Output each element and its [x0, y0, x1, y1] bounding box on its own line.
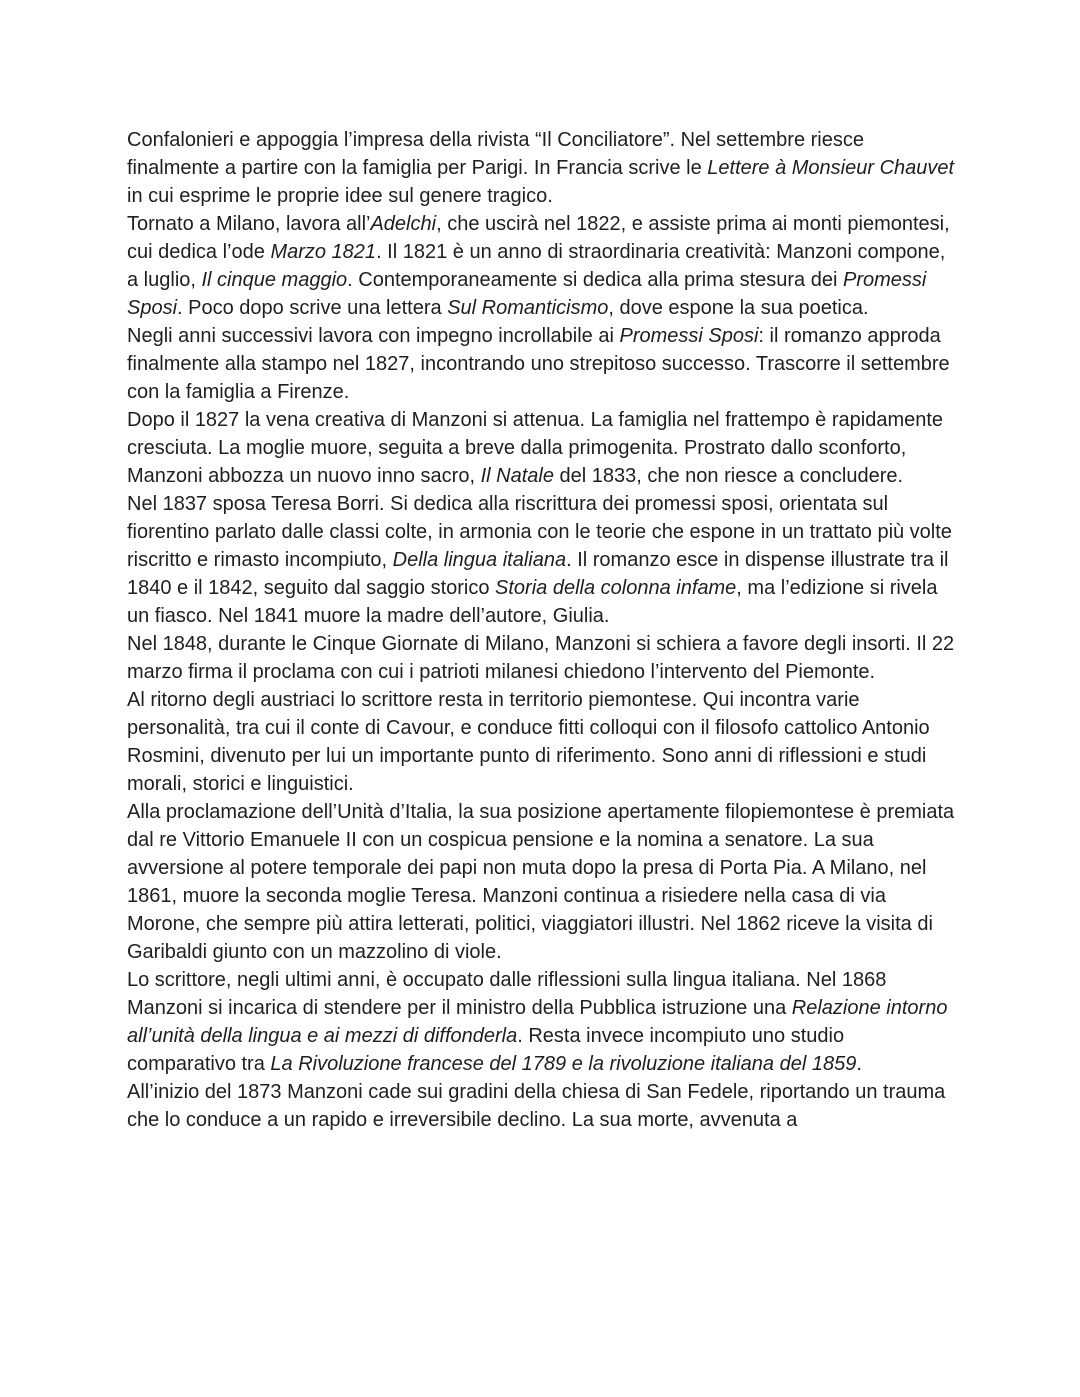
italic-title-text: Il Natale — [480, 465, 554, 487]
body-text: , ma l’edizione si rivela un fiasco. Nel 1841 muore la madre dell’autore, Giulia. — [127, 577, 938, 627]
paragraph — [127, 406, 957, 490]
body-text: in cui esprime le proprie idee sul genere tragico. — [127, 185, 553, 207]
body-text: Al ritorno degli austriaci lo scrittore resta in territorio piemontese. Qui incontra varie personalità, tra cui il conte di Cavour, e conduce fitti colloqui con il filosofo cattolico Antonio Rosmini, divenuto per lui un importante punto di riferimento. Sono anni di riflessioni e studi morali, storici e linguistici. — [127, 689, 930, 795]
body-text: . Resta invece incompiuto uno studio comparativo tra — [127, 1025, 845, 1075]
body-text: . — [856, 1053, 862, 1075]
italic-title-text: Adelchi — [370, 213, 437, 235]
body-text: , dove espone la sua poetica. — [608, 297, 869, 319]
paragraph — [127, 798, 957, 966]
paragraph — [127, 126, 957, 210]
body-text: Negli anni successivi lavora con impegno incrollabile ai — [127, 325, 620, 347]
body-text: : il romanzo approda finalmente alla stampo nel 1827, incontrando uno strepitoso successo. Trascorre il settembre con la famiglia a Firenze. — [127, 325, 950, 403]
italic-title-text: Promessi Sposi — [127, 269, 927, 319]
body-text: del 1833, che non riesce a concludere. — [553, 465, 904, 487]
body-text: Nel 1848, durante le Cinque Giornate di Milano, Manzoni si schiera a favore degli insorti. Il 22 marzo firma il proclama con cui i patrioti milanesi chiedono l’intervento del Piemonte. — [127, 633, 955, 683]
paragraph — [127, 966, 957, 1078]
italic-title-text: La Rivoluzione francese del 1789 e la rivoluzione italiana del 1859 — [270, 1053, 857, 1075]
italic-title-text: Marzo 1821 — [270, 241, 377, 263]
body-text: Dopo il 1827 la vena creativa di Manzoni si attenua. La famiglia nel frattempo è rapidamente cresciuta. La moglie muore, seguita a breve dalla primogenita. Prostrato dallo sconforto, Manzoni abbozza un nuovo inno sacro, — [127, 409, 944, 487]
paragraph — [127, 322, 957, 406]
italic-title-text: Relazione intorno all’unità della lingua e ai mezzi di diffonderla — [127, 997, 948, 1047]
italic-title-text: Il cinque maggio — [201, 269, 348, 291]
paragraph — [127, 630, 957, 686]
document-page — [127, 126, 957, 1134]
body-text: . Il 1821 è un anno di straordinaria creatività: Manzoni compone, a luglio, — [127, 241, 946, 291]
paragraph — [127, 686, 957, 798]
paragraph — [127, 210, 957, 322]
body-text: . Il romanzo esce in dispense illustrate tra il 1840 e il 1842, seguito dal saggio storico — [127, 549, 949, 599]
body-text: Tornato a Milano, lavora all’ — [127, 213, 371, 235]
italic-title-text: Lettere à Monsieur Chauvet — [707, 157, 955, 179]
italic-title-text: Della lingua italiana — [392, 549, 567, 571]
paragraph — [127, 490, 957, 630]
body-text: , che uscirà nel 1822, e assiste prima ai monti piemontesi, cui dedica l’ode — [127, 213, 950, 263]
italic-title-text: Storia della colonna infame — [495, 577, 737, 599]
body-text: . Poco dopo scrive una lettera — [177, 297, 448, 319]
body-text: . Contemporaneamente si dedica alla prima stesura dei — [347, 269, 843, 291]
paragraph — [127, 1078, 957, 1134]
body-text: Alla proclamazione dell’Unità d’Italia, la sua posizione apertamente filopiemontese è premiata dal re Vittorio Emanuele II con un cospicua pensione e la nomina a senatore. La sua avversione al potere temporale dei papi non muta dopo la presa di Porta Pia. A Milano, nel 1861, muore la seconda moglie Teresa. Manzoni continua a risiedere nella casa di via Morone, che sempre più attira letterati, politici, viaggiatori illustri. Nel 1862 riceve la visita di Garibaldi giunto con un mazzolino di viole. — [127, 801, 955, 963]
italic-title-text: Promessi Sposi — [619, 325, 759, 347]
body-text: All’inizio del 1873 Manzoni cade sui gradini della chiesa di San Fedele, riportando un trauma che lo conduce a un rapido e irreversibile declino. La sua morte, avvenuta a — [127, 1081, 946, 1131]
body-text: Lo scrittore, negli ultimi anni, è occupato dalle riflessioni sulla lingua italiana. Nel 1868 Manzoni si incarica di stendere per il ministro della Pubblica istruzione una — [127, 969, 887, 1019]
italic-title-text: Sul Romanticismo — [447, 297, 609, 319]
body-text: Nel 1837 sposa Teresa Borri. Si dedica alla riscrittura dei promessi sposi, orientata sul fiorentino parlato dalle classi colte, in armonia con le teorie che espone in un trattato più volte riscritto e rimasto incompiuto, — [127, 493, 952, 571]
body-text: Confalonieri e appoggia l’impresa della rivista “Il Conciliatore”. Nel settembre riesce finalmente a partire con la famiglia per Parigi. In Francia scrive le — [127, 129, 864, 179]
